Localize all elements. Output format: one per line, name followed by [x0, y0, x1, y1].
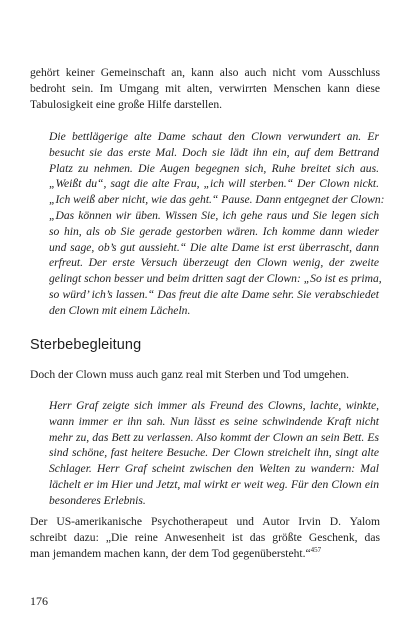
text-line: [30, 546, 380, 562]
quote-line: wann immer er ihn sah. Nun lässt es seine schwindende Kraft nicht: [49, 414, 379, 428]
quote-clown-story: [49, 129, 385, 319]
quote-line: so hin, als ob Sie gerade gestorben wären. Ich komme dann wieder: [49, 224, 379, 238]
footnote-reference: 457: [310, 545, 322, 554]
text-line-content: man jemandem machen kann, der dem Tod gegenübersteht.“: [30, 546, 311, 560]
quote-line: besucht sie das erste Mal. Doch sie lädt ihn ein, auf dem Bettrand: [49, 145, 379, 159]
quote-line: gelingt schon besser und beim dritten sagt der Clown: „So ist es prima,: [49, 272, 382, 286]
quote-line: besonderes Erlebnis.: [49, 493, 146, 507]
quote-line: den Clown mit einem Lächeln.: [49, 303, 191, 317]
text-line: Der US-amerikanische Psychotherapeut und Autor Irvin D. Yalom: [30, 515, 380, 528]
quote-line: Die bettlägerige alte Dame schaut den Clown verwundert an. Er: [49, 130, 379, 143]
paragraph-intro: [30, 65, 380, 112]
text-line: gehört keiner Gemeinschaft an, kann also auch nicht vom Ausschluss: [30, 66, 380, 79]
quote-line: „Weißt du“, sagt die alte Frau, „ich will sterben.“ Der Clown nickt.: [49, 177, 379, 191]
quote-line: „Das können wir üben. Wissen Sie, ich gehe raus und Sie legen sich: [49, 208, 379, 222]
text-line: Doch der Clown muss auch ganz real mit Sterben und Tod umgehen.: [30, 368, 350, 381]
text-line: schreibt dazu: „Die reine Anwesenheit ist das größte Geschenk, das: [30, 530, 380, 544]
paragraph-transition: [30, 367, 380, 383]
quote-line: lächelt er im Hier und Jetzt, mal wirkt er weit weg. Für den Clown ein: [49, 477, 379, 491]
quote-line: erfreut. Der erste Versuch überzeugt den Clown wenig, der zweite: [49, 256, 379, 270]
paragraph-yalom: [30, 514, 380, 561]
quote-line: Platz zu nehmen. Die Augen begegnen sich, Ruhe breitet sich aus.: [49, 161, 379, 175]
section-heading: Sterbebegleitung: [30, 337, 142, 353]
quote-line: sind schöne, fast heitere Besuche. Der Clown streichelt ihn, singt alte: [49, 446, 379, 460]
quote-line: mehr zu, das Bett zu verlassen. Also kommt der Clown an sein Bett. Es: [49, 430, 379, 444]
text-line: bedroht sein. Im Umgang mit alten, verwirrten Menschen kann diese: [30, 81, 380, 95]
page-number: 176: [30, 594, 48, 608]
quote-line: Herr Graf zeigte sich immer als Freund des Clowns, lachte, winkte,: [49, 399, 379, 412]
quote-line: Schlager. Herr Graf scheint zwischen den Welten zu wandern: Mal: [49, 462, 379, 476]
quote-line: „Ich weiß aber nicht, wie das geht.“ Pause. Dann entgegnet der Clown:: [49, 193, 385, 207]
text-line: Tabulosigkeit eine große Hilfe darstellen.: [30, 97, 223, 111]
quote-line: und sage, ob’s gut aussieht.“ Die alte Dame ist erst überrascht, dann: [49, 240, 379, 254]
quote-herr-graf: [49, 398, 379, 509]
quote-line: so würd’ ich’s lassen.“ Das freut die alte Dame sehr. Sie verabschiedet: [49, 287, 379, 301]
